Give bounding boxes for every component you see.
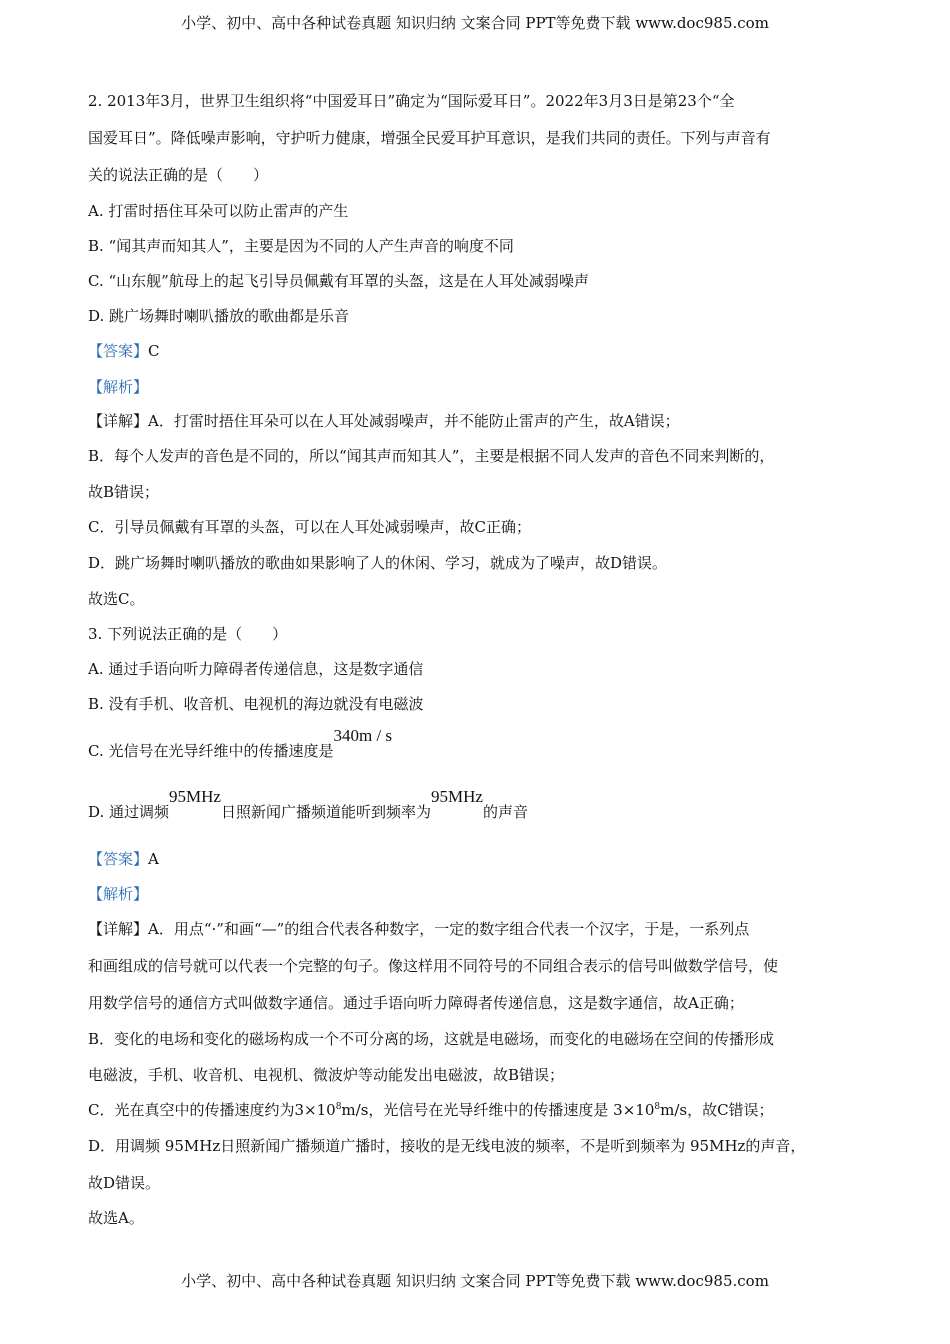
q3-detail-2: 和画组成的信号就可以代表一个完整的句子。像这样用不同符号的不同组合表示的信号叫做数学信号，使 bbox=[88, 957, 779, 975]
page-footer: 小学、初中、高中各种试卷真题 知识归纳 文案合同 PPT等免费下载 www.doc985.com bbox=[181, 1272, 769, 1290]
q3-conclusion: 故选A。 bbox=[88, 1209, 144, 1227]
q2-detail-1 bbox=[88, 410, 680, 431]
q3-option-c-formula: 340m / s bbox=[333, 726, 393, 745]
q3-stem: 3. 下列说法正确的是（ ） bbox=[88, 625, 288, 643]
q3-option-d-formula-1: 95MHz bbox=[169, 787, 221, 806]
q2-stem-line-1: 2. 2013年3月，世界卫生组织将“中国爱耳日”确定为“国际爱耳日”。2022年3月3日是第23个“全 bbox=[88, 92, 735, 110]
q3-detail-6-c: m/s，故C错误； bbox=[660, 1101, 774, 1119]
q3-answer bbox=[88, 848, 159, 869]
q3-option-c-text: C. 光信号在光导纤维中的传播速度是 bbox=[88, 742, 334, 760]
q2-option-d: D. 跳广场舞时喇叭播放的歌曲都是乐音 bbox=[88, 307, 350, 325]
q2-detail-2: B．每个人发声的音色是不同的，所以“闻其声而知其人”，主要是根据不同人发声的音色不同来判断的， bbox=[88, 447, 775, 465]
q2-detail-tag: 【详解】 bbox=[88, 412, 149, 430]
q3-answer-tag: 【答案】 bbox=[88, 850, 149, 868]
q2-detail-3: 故B错误； bbox=[88, 483, 160, 501]
q3-detail-6-exponent-1: 8 bbox=[335, 1102, 342, 1112]
q3-detail-a: A．用点“·”和画“—”的组合代表各种数字，一定的数字组合代表一个汉字，于是，一系列点 bbox=[148, 920, 750, 938]
q2-stem-line-2: 国爱耳日”。降低噪声影响，守护听力健康，增强全民爱耳护耳意识，是我们共同的责任。下列与声音有 bbox=[88, 129, 771, 147]
q2-conclusion: 故选C。 bbox=[88, 590, 145, 608]
q3-detail-tag: 【详解】 bbox=[88, 920, 149, 938]
q2-analysis-tag: 【解析】 bbox=[88, 378, 149, 396]
q2-detail-a: A．打雷时捂住耳朵可以在人耳处减弱噪声，并不能防止雷声的产生，故A错误； bbox=[148, 412, 680, 430]
q3-option-d-text-2: 日照新闻广播频道能听到频率为 bbox=[220, 803, 431, 821]
q2-option-c: C. “山东舰”航母上的起飞引导员佩戴有耳罩的头盔，这是在人耳处减弱噪声 bbox=[88, 272, 589, 290]
q2-detail-5: D．跳广场舞时喇叭播放的歌曲如果影响了人的休闲、学习，就成为了噪声，故D错误。 bbox=[88, 554, 668, 572]
q3-detail-5: 电磁波，手机、收音机、电视机、微波炉等动能发出电磁波，故B错误； bbox=[88, 1066, 565, 1084]
q3-detail-7: D．用调频 95MHz日照新闻广播频道广播时，接收的是无线电波的频率，不是听到频率为 95MHz的声音， bbox=[88, 1137, 806, 1155]
q3-analysis-tag: 【解析】 bbox=[88, 885, 149, 903]
q3-option-d bbox=[88, 787, 528, 822]
q3-detail-8: 故D错误。 bbox=[88, 1174, 161, 1192]
q2-answer-tag: 【答案】 bbox=[88, 342, 149, 360]
q3-option-c bbox=[88, 726, 393, 761]
q2-option-a: A. 打雷时捂住耳朵可以防止雷声的产生 bbox=[88, 202, 349, 220]
q3-option-d-text-1: D. 通过调频 bbox=[88, 803, 170, 821]
q3-detail-3: 用数学信号的通信方式叫做数字通信。通过手语向听力障碍者传递信息，这是数字通信，故A正确； bbox=[88, 994, 744, 1012]
q3-detail-1 bbox=[88, 918, 749, 939]
q2-answer bbox=[88, 340, 160, 361]
q3-answer-value: A bbox=[148, 850, 159, 868]
page-header: 小学、初中、高中各种试卷真题 知识归纳 文案合同 PPT等免费下载 www.doc985.com bbox=[181, 14, 769, 32]
q3-detail-6-exponent-2: 8 bbox=[654, 1102, 661, 1112]
q3-detail-4: B．变化的电场和变化的磁场构成一个不可分离的场，这就是电磁场，而变化的电磁场在空间的传播形成 bbox=[88, 1030, 775, 1048]
q3-option-d-formula-2: 95MHz bbox=[431, 787, 483, 806]
q3-option-a: A. 通过手语向听力障碍者传递信息，这是数字通信 bbox=[88, 660, 424, 678]
q3-option-d-text-3: 的声音 bbox=[482, 803, 528, 821]
q2-stem-line-3: 关的说法正确的是（ ） bbox=[88, 166, 269, 184]
q3-detail-6-b: m/s，光信号在光导纤维中的传播速度是 3×10 bbox=[341, 1101, 655, 1119]
q3-detail-6 bbox=[88, 1099, 774, 1120]
q2-detail-4: C．引导员佩戴有耳罩的头盔，可以在人耳处减弱噪声，故C正确； bbox=[88, 518, 531, 536]
q3-detail-6-a: C．光在真空中的传播速度约为3×10 bbox=[88, 1101, 336, 1119]
q2-option-b: B. “闻其声而知其人”，主要是因为不同的人产生声音的响度不同 bbox=[88, 237, 514, 255]
q3-option-b: B. 没有手机、收音机、电视机的海边就没有电磁波 bbox=[88, 695, 424, 713]
q2-answer-value: C bbox=[148, 342, 160, 360]
